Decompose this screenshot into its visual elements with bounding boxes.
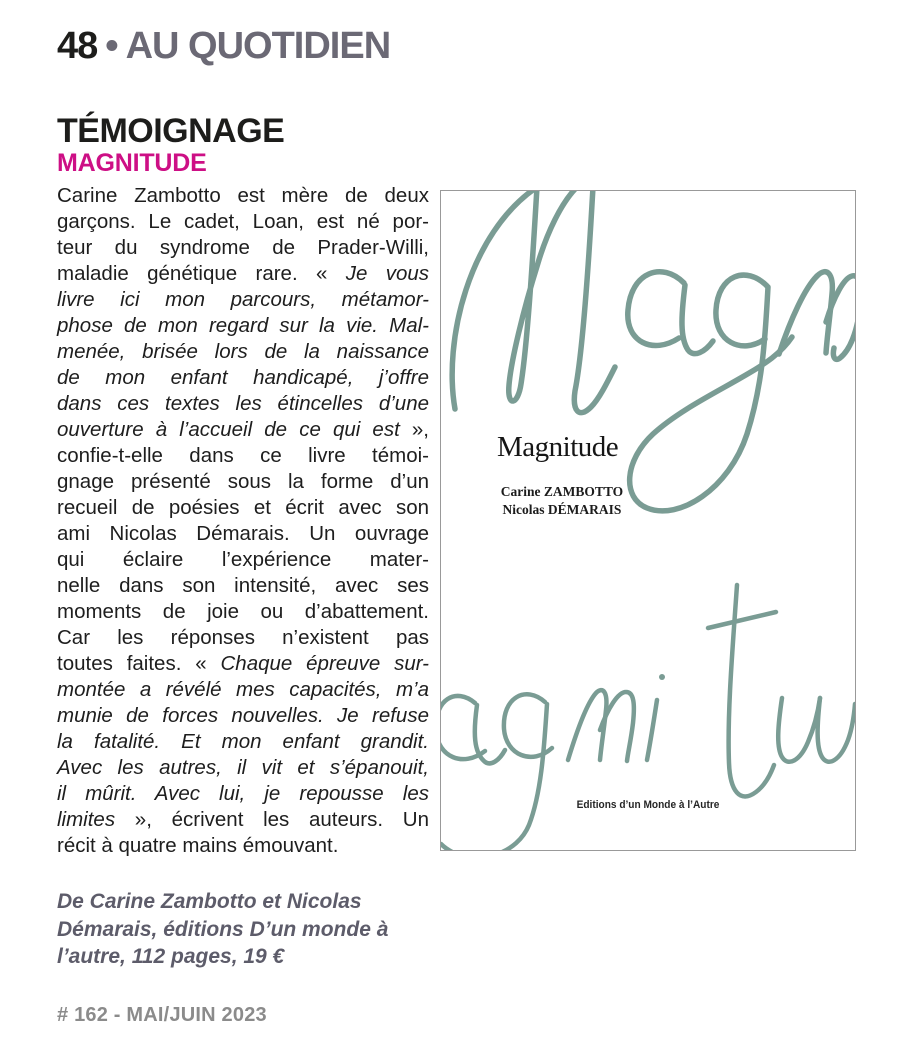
body-line: munie de forces nouvelles. Je refuse [57,704,429,727]
article-kicker: TÉMOIGNAGE [57,112,285,150]
credit-line: Démarais, éditions D’un monde à [57,917,389,941]
article-body [57,183,429,859]
body-line: livre ici mon parcours, métamor- [57,288,429,311]
book-credit [57,888,429,971]
body-line: moments de joie ou d’abattement. [57,600,429,623]
body-line: ouverture à l’accueil de ce qui est », [57,418,429,441]
section-title: AU QUOTIDIEN [125,25,391,67]
body-line: dans ces textes les étincelles d’une [57,392,429,415]
page-header [57,24,390,68]
cover-author-2: Nicolas DÉMARAIS [502,502,622,517]
body-line: maladie génétique rare. « Je vous [57,262,429,285]
body-line: la fatalité. Et mon enfant grandit. [57,730,429,753]
page-number: 48 [57,25,98,67]
body-line: confie-t-elle dans ce livre témoi- [57,444,429,467]
body-line: teur du syndrome de Prader-Willi, [57,236,429,259]
body-line: menée, brisée lors de la naissance [57,340,429,363]
cover-authors [479,483,645,519]
body-line: récit à quatre mains émouvant. [57,834,339,857]
body-line: il mûrit. Avec lui, je repousse les [57,782,429,805]
body-line: limites », écrivent les auteurs. Un [57,808,429,831]
body-line: Car les réponses n’existent pas [57,626,429,649]
body-line: Carine Zambotto est mère de deux [57,184,429,207]
body-line: recueil de poésies et écrit avec son [57,496,429,519]
body-line: toutes faites. « Chaque épreuve sur- [57,652,430,675]
issue-footer: # 162 - MAI/JUIN 2023 [57,1004,267,1026]
body-line: phose de mon regard sur la vie. Mal- [57,314,429,337]
cover-title: Magnitude [497,431,619,463]
body-line: Avec les autres, il vit et s’épanouit, [57,756,429,779]
body-line: montée a révélé mes capacités, m’a [57,678,429,701]
body-line: qui éclaire l’expérience mater- [57,548,429,571]
credit-line: De Carine Zambotto et Nicolas [57,890,362,913]
book-cover-image [440,190,856,851]
credit-line: l’autre, 112 pages, 19 € [57,945,285,968]
cover-publisher: Editions d’un Monde à l’Autre [576,799,720,811]
body-line: nelle dans son intensité, avec ses [57,574,429,597]
bullet-separator: • [105,25,118,67]
cover-author-1: Carine ZAMBOTTO [500,484,624,499]
body-line: ami Nicolas Démarais. Un ouvrage [57,522,429,545]
body-line: de mon enfant handicapé, j’offre [57,366,429,389]
body-line: gnage présenté sous la forme d’un [57,470,429,493]
body-line: garçons. Le cadet, Loan, est né por- [57,210,429,233]
article-title: MAGNITUDE [57,149,207,177]
cover-script-artwork [441,191,855,850]
